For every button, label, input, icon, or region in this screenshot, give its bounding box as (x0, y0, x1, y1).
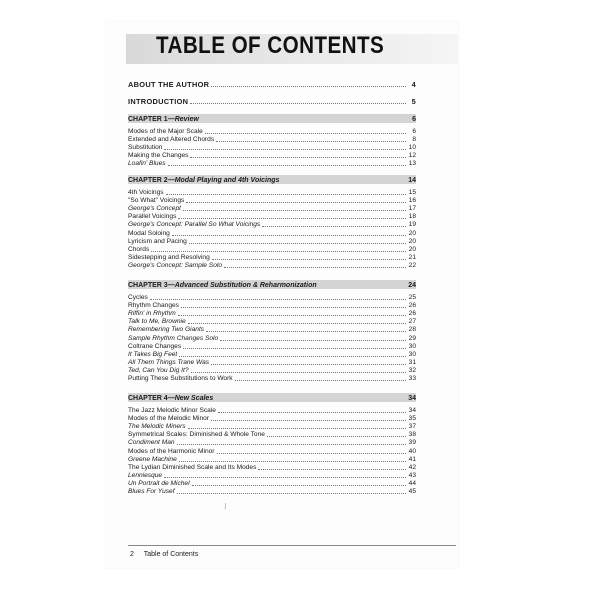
dot-leader (177, 493, 406, 494)
toc-entry-page: 10 (408, 144, 416, 152)
toc-entry-label: Substitution (128, 144, 163, 152)
chapter-page: 6 (412, 116, 416, 123)
toc-entry-page: 26 (408, 310, 416, 318)
toc-entry-page: 39 (408, 439, 416, 447)
toc-entry-label: "So What" Voicings (128, 197, 185, 205)
toc-entry-label: The Melodic Miners (128, 423, 186, 431)
chapter-subtitle: —Advanced Substitution & Reharmonization (167, 282, 317, 289)
dot-leader (190, 103, 406, 104)
toc-entry-page: 37 (408, 423, 416, 431)
page-title: TABLE OF CONTENTS (156, 32, 385, 59)
toc-entry-page: 20 (408, 229, 416, 237)
toc-entry-page: 16 (408, 197, 416, 205)
toc-entry-page: 17 (408, 205, 416, 213)
toc-entry-page: 32 (408, 366, 416, 374)
toc-entry-page: 34 (408, 407, 416, 414)
toc-entry-label: Blues For Yusef (128, 488, 175, 495)
toc-front-entry-label: ABOUT THE AUTHOR (128, 80, 210, 89)
dot-leader (168, 165, 406, 166)
toc-entry-page: 22 (408, 261, 416, 269)
toc-entry-page: 28 (408, 326, 416, 334)
toc-entry-page: 31 (408, 358, 416, 366)
toc-entry-label: It Takes Big Feet (128, 350, 178, 358)
toc-entry-page: 40 (408, 447, 416, 455)
toc-entry-page: 29 (408, 334, 416, 342)
toc-entry-label: Putting These Substitutions to Work (128, 375, 233, 382)
toc-entry-label: Condiment Man (128, 439, 175, 447)
toc-entry-page: 19 (408, 221, 416, 229)
chapter-subtitle: —Review (167, 116, 199, 123)
toc-entry-label: Greene Machine (128, 455, 177, 463)
toc-entry-label: Lyricism and Pacing (128, 237, 187, 245)
toc-entry-label: George's Concept (128, 205, 181, 213)
toc-entry-page: 13 (408, 160, 416, 168)
chapter-page: 24 (408, 282, 416, 289)
chapter-heading (128, 113, 416, 123)
toc-entry-label: All Them Things Trane Was (128, 358, 210, 366)
toc-entry-label: The Lydian Diminished Scale and Its Modes (128, 463, 257, 471)
toc-entry-label: George's Concept: Sample Solo (128, 261, 222, 269)
footer-rule (128, 545, 456, 546)
dot-leader (211, 86, 406, 87)
toc-front-entry (128, 78, 416, 88)
toc-entry-label: Extended and Altered Chords (128, 136, 215, 144)
chapter-heading (128, 279, 416, 289)
chapter-page: 14 (408, 177, 416, 184)
toc-entry-page: 41 (408, 455, 416, 463)
scan-mark: \ (222, 501, 228, 512)
toc-entry-page: 30 (408, 342, 416, 350)
toc-entry-label: Chords (128, 245, 150, 253)
toc-entry-page: 42 (408, 463, 416, 471)
toc-entry-page: 20 (408, 245, 416, 253)
toc-entry-label: Ted, Can You Dig It? (128, 366, 189, 374)
toc-entry-page: 38 (408, 431, 416, 439)
toc-entry-page: 26 (408, 302, 416, 310)
page-footer (130, 551, 206, 558)
toc-entry-label: Coltrane Changes (128, 342, 182, 350)
toc-entry-page: 8 (412, 136, 416, 144)
toc-entry-label: Symmetrical Scales: Diminished & Whole Tone (128, 431, 265, 439)
toc-entry-page: 21 (408, 253, 416, 261)
toc-front-entry (128, 95, 416, 105)
toc-entry-page: 6 (412, 128, 416, 135)
toc-entry-label: Remembering Two Giants (128, 326, 205, 334)
toc-entry-label: Rhythm Changes (128, 302, 179, 310)
chapter-subtitle: —Modal Playing and 4th Voicings (167, 177, 280, 184)
dot-leader (235, 380, 406, 381)
toc-entry-label: Loafin' Blues (128, 160, 166, 168)
dot-leader (224, 267, 406, 268)
chapter-page: 34 (408, 395, 416, 402)
footer-label: Table of Contents (143, 551, 199, 558)
toc-entry-page: 12 (408, 152, 416, 160)
toc-entry-page: 33 (408, 375, 416, 382)
toc-entry-label: Modal Soloing (128, 229, 170, 237)
toc-entry-label: Lenniesque (128, 471, 163, 479)
toc-entry-page: 43 (408, 471, 416, 479)
toc-entry-label: George's Concept: Parallel So What Voicings (128, 221, 261, 229)
toc-entry-page: 18 (408, 213, 416, 221)
footer-page-number: 2 (130, 551, 134, 558)
toc-entry-label: Parallel Voicings (128, 213, 177, 221)
toc-entry-page: 44 (408, 479, 416, 487)
toc-entry-label: Un Portrait de Michel (128, 479, 190, 487)
toc-entry-page: 35 (408, 415, 416, 423)
chapter-label: CHAPTER 4 (128, 395, 168, 402)
toc-entry-label: Modes of the Major Scale (128, 128, 203, 135)
toc-front-entry-label: INTRODUCTION (128, 97, 189, 106)
toc-entry-label: Modes of the Melodic Minor (128, 415, 209, 423)
toc-entry-label: Modes of the Harmonic Minor (128, 447, 215, 455)
toc-entry-page: 30 (408, 350, 416, 358)
toc-front-entry-page: 4 (411, 80, 416, 89)
toc-entry (128, 259, 416, 269)
toc-entry (128, 485, 416, 495)
toc-entry-page: 20 (408, 237, 416, 245)
toc-entry-label: Sample Rhythm Changes Solo (128, 334, 219, 342)
chapter-label: CHAPTER 3 (128, 282, 168, 289)
toc-entry-label: Talk to Me, Brownie (128, 318, 186, 326)
toc-entry-label: 4th Voicings (128, 189, 164, 196)
toc-entry-label: Making the Changes (128, 152, 189, 160)
chapter-label: CHAPTER 2 (128, 177, 168, 184)
toc-front-entry-page: 5 (411, 97, 416, 106)
toc-entry-label: Sidestepping and Resolving (128, 253, 210, 261)
toc-entry (128, 157, 416, 167)
chapter-heading (128, 174, 416, 184)
chapter-label: CHAPTER 1 (128, 116, 168, 123)
toc-entry-label: Riffin' in Rhythm (128, 310, 176, 318)
toc-entry-label: Cycles (128, 294, 148, 301)
chapter-subtitle: —New Scales (167, 395, 214, 402)
toc-entry-page: 27 (408, 318, 416, 326)
toc-entry-page: 25 (408, 294, 416, 301)
toc-entry-page: 45 (408, 488, 416, 495)
toc-entry-page: 15 (408, 189, 416, 196)
toc-entry-label: The Jazz Melodic Minor Scale (128, 407, 216, 414)
chapter-heading (128, 392, 416, 402)
toc-entry (128, 372, 416, 382)
